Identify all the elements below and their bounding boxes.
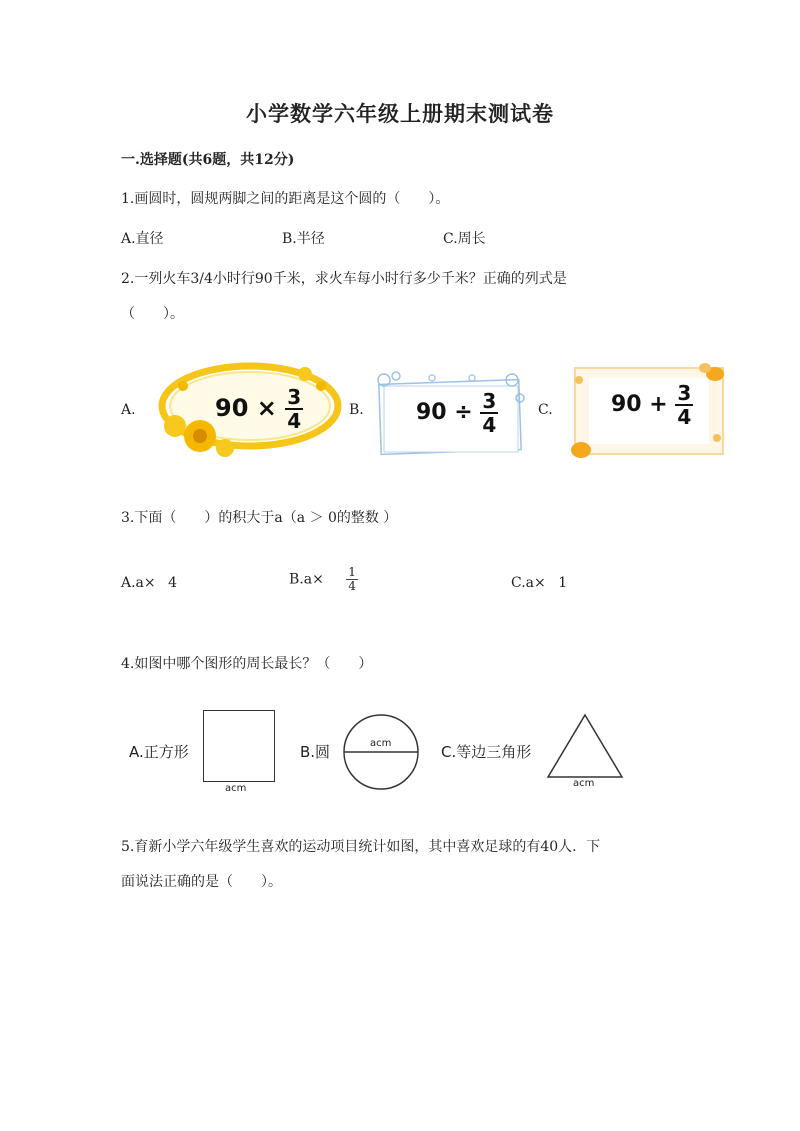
q2-c-frac-num: 3	[677, 381, 692, 405]
q2-option-c-card[interactable]	[567, 360, 727, 460]
q2-option-a-card[interactable]	[145, 356, 345, 461]
q4-option-a[interactable]: A.正方形	[129, 743, 189, 761]
q2-option-c-label[interactable]: C.	[538, 402, 553, 418]
q3-c-prefix: C.a×	[511, 575, 546, 591]
q3-option-c[interactable]	[511, 575, 567, 591]
square-shape	[203, 710, 275, 782]
page-title: 小学数学六年级上册期末测试卷	[246, 101, 554, 126]
question-1-text: 1.画圆时，圆规两脚之间的距离是这个圆的（ ）。	[121, 191, 450, 207]
q2-a-number: 90	[215, 394, 249, 422]
q4-b-unit: acm	[370, 738, 392, 749]
question-3-text: 3.下面（ ）的积大于a（a ＞ 0的整数 ）	[121, 510, 398, 526]
q3-a-prefix: A.a×	[121, 575, 156, 591]
question-2-text-continued: （ ）。	[121, 306, 184, 322]
q1-option-c[interactable]: C.周长	[443, 231, 486, 247]
q2-option-b-label[interactable]: B.	[349, 402, 364, 418]
q1-option-b[interactable]: B.半径	[282, 231, 325, 247]
q1-option-a[interactable]: A.直径	[121, 231, 164, 247]
triangle-shape	[546, 713, 624, 779]
q2-a-operator: ×	[256, 394, 277, 422]
question-5-text-continued: 面说法正确的是（ ）。	[121, 874, 282, 890]
q2-a-frac-num: 3	[287, 385, 302, 409]
q2-option-b-card[interactable]	[372, 368, 527, 460]
q3-a-value: 4	[168, 575, 178, 591]
question-2-text: 2.一列火车3/4小时行90千米，求火车每小时行多少千米？正确的列式是	[121, 271, 567, 287]
q2-b-frac-den: 4	[482, 413, 497, 437]
question-4-text: 4.如图中哪个图形的周长最长？（ ）	[121, 656, 373, 672]
q2-b-operator: ÷	[454, 400, 473, 425]
q3-b-prefix: B.a×	[289, 571, 324, 588]
q2-option-a-label[interactable]: A.	[121, 402, 136, 418]
q3-option-b[interactable]	[289, 566, 358, 593]
q2-a-frac-den: 4	[287, 409, 302, 433]
q3-b-frac-num: 1	[348, 565, 356, 579]
q2-c-operator: +	[649, 392, 668, 417]
q4-a-unit: acm	[225, 783, 247, 794]
question-5-text: 5.育新小学六年级学生喜欢的运动项目统计如图，其中喜欢足球的有40人．下	[121, 839, 601, 855]
q3-b-frac-den: 4	[348, 579, 356, 594]
q4-option-c[interactable]: C.等边三角形	[441, 743, 532, 761]
q2-c-number: 90	[611, 392, 642, 417]
q2-b-frac-num: 3	[482, 389, 497, 413]
section-heading: 一.选择题(共6题，共12分)	[121, 152, 295, 168]
q2-c-frac-den: 4	[677, 405, 692, 429]
q4-option-b[interactable]: B.圆	[300, 743, 331, 761]
q2-b-number: 90	[416, 400, 447, 425]
q4-c-unit: acm	[573, 778, 595, 789]
q3-c-value: 1	[558, 575, 568, 591]
circle-shape	[342, 713, 420, 791]
q3-option-a[interactable]	[121, 575, 177, 591]
